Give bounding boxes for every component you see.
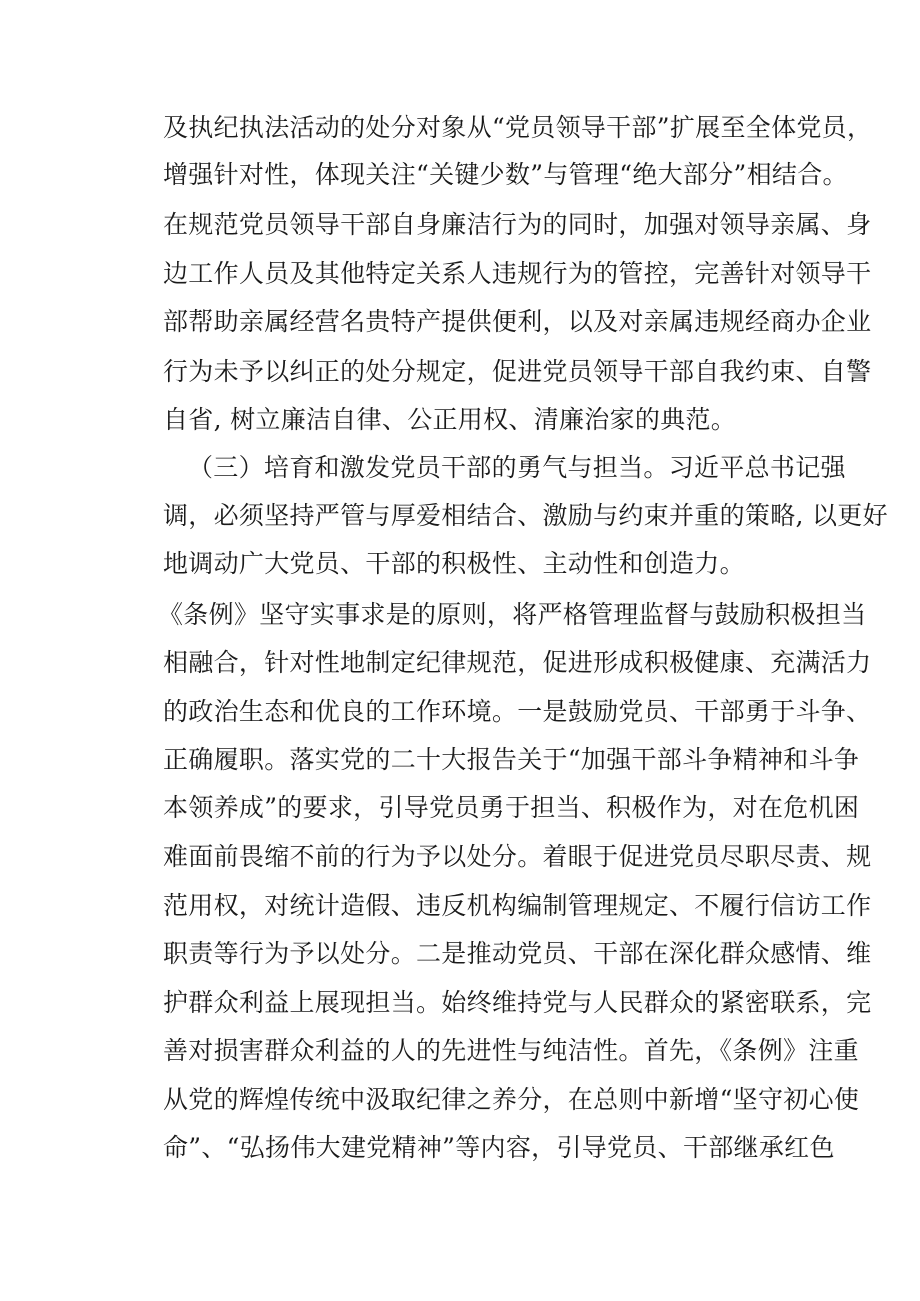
text-line-16: 难面前畏缩不前的行为予以处分。着眼于促进党员尽职尽责、规 bbox=[163, 842, 872, 871]
text-line-22: 命”、“弘扬伟大建党精神”等内容，引导党员、干部继承红色 bbox=[163, 1133, 835, 1162]
text-line-21: 从党的辉煌传统中汲取纪律之养分，在总则中新增“坚守初心使 bbox=[163, 1085, 860, 1114]
text-line-13: 的政治生态和优良的工作环境。一是鼓励党员、干部勇于斗争、 bbox=[163, 697, 872, 726]
text-line-5: 部帮助亲属经营名贵特产提供便利，以及对亲属违规经商办企业 bbox=[163, 307, 872, 336]
text-line-7: 自省, 树立廉洁自律、公正用权、清廉治家的典范。 bbox=[163, 405, 737, 434]
text-line-14: 正确履职。落实党的二十大报告关于“加强干部斗争精神和斗争 bbox=[163, 745, 860, 774]
text-line-2: 增强针对性，体现关注“关键少数”与管理“绝大部分”相结合。 bbox=[163, 160, 848, 189]
text-line-19: 护群众利益上展现担当。始终维持党与人民群众的紧密联系，完 bbox=[163, 988, 872, 1017]
text-line-20: 善对损害群众利益的人的先进性与纯洁性。首先，《条例》注重 bbox=[163, 1036, 859, 1065]
text-line-18: 职责等行为予以处分。二是推动党员、干部在深化群众感情、维 bbox=[163, 939, 872, 968]
text-line-12: 相融合，针对性地制定纪律规范，促进形成积极健康、充满活力 bbox=[163, 648, 872, 677]
text-line-15: 本领养成”的要求，引导党员勇于担当、积极作为，对在危机困 bbox=[163, 793, 860, 822]
text-line-3: 在规范党员领导干部自身廉洁行为的同时，加强对领导亲属、身 bbox=[163, 210, 872, 239]
text-line-11: 《条例》坚守实事求是的原则，将严格管理监督与鼓励积极担当 bbox=[158, 600, 867, 629]
text-line-8: （三）培育和激发党员干部的勇气与担当。习近平总书记强 bbox=[188, 453, 846, 482]
text-line-6: 行为未予以纠正的处分规定，促进党员领导干部自我约束、自警 bbox=[163, 357, 872, 386]
text-line-4: 边工作人员及其他特定关系人违规行为的管控，完善针对领导干 bbox=[163, 259, 872, 288]
text-line-9: 调，必须坚持严管与厚爱相结合、激励与约束并重的策略, 以更好 bbox=[163, 501, 888, 530]
text-line-10: 地调动广大党员、干部的积极性、主动性和创造力。 bbox=[163, 549, 745, 578]
text-line-17: 范用权，对统计造假、违反机构编制管理规定、不履行信访工作 bbox=[163, 891, 872, 920]
text-line-1: 及执纪执法活动的处分对象从“党员领导干部”扩展至全体党员， bbox=[163, 113, 873, 142]
